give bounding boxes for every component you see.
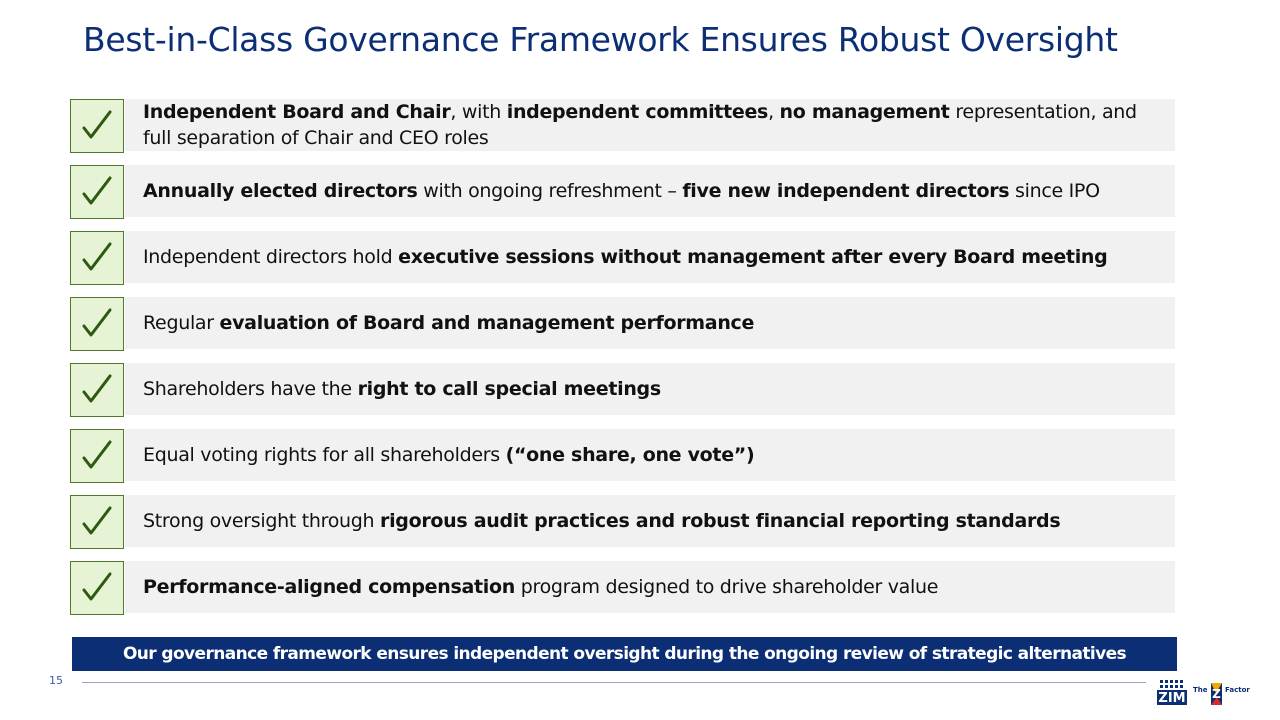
page-title: Best-in-Class Governance Framework Ensures Robust Oversight — [83, 20, 1118, 59]
item-text-regular: Strong oversight through — [143, 510, 381, 532]
svg-text:Factor: Factor — [1225, 686, 1250, 694]
item-text-bold: (“one share, one vote”) — [505, 444, 755, 466]
item-text — [143, 561, 1163, 613]
item-text-bold: no management — [779, 101, 950, 123]
item-text-regular: program designed to drive shareholder value — [514, 576, 939, 598]
item-text — [143, 495, 1163, 547]
governance-item — [70, 561, 1175, 615]
item-text-bold: Annually elected directors — [143, 180, 418, 202]
page-number: 15 — [49, 674, 63, 687]
item-text-bold: independent committees — [506, 101, 769, 123]
governance-item — [70, 99, 1175, 153]
check-mark-icon — [70, 99, 124, 153]
governance-item — [70, 297, 1175, 351]
item-text-bold: rigorous audit practices and robust financial reporting standards — [380, 510, 1061, 532]
svg-text:Z: Z — [1212, 687, 1221, 701]
item-text — [143, 99, 1163, 151]
item-text-regular: Shareholders have the — [143, 378, 358, 400]
check-mark-icon — [70, 231, 124, 285]
governance-item — [70, 363, 1175, 417]
item-text — [143, 297, 1163, 349]
item-text-regular: , — [768, 101, 780, 123]
item-text-bold: right to call special meetings — [357, 378, 661, 400]
item-text-bold: five new independent directors — [682, 180, 1010, 202]
item-text-regular: representation, and full separation of Chair and CEO roles — [143, 101, 1137, 149]
check-mark-icon — [70, 363, 124, 417]
check-mark-icon — [70, 429, 124, 483]
footer-divider — [82, 682, 1146, 683]
check-mark-icon — [70, 297, 124, 351]
item-text — [143, 165, 1163, 217]
check-mark-icon — [70, 165, 124, 219]
item-text — [143, 363, 1163, 415]
item-text-bold: evaluation of Board and management performance — [219, 312, 755, 334]
item-text-regular: Independent directors hold — [143, 246, 399, 268]
check-mark-icon — [70, 561, 124, 615]
item-text-bold: Independent Board and Chair — [143, 101, 451, 123]
item-text-regular: , with — [450, 101, 507, 123]
summary-banner: Our governance framework ensures independent oversight during the ongoing review of strategic alternatives — [72, 637, 1177, 671]
zim-logo — [1156, 679, 1260, 709]
governance-item — [70, 165, 1175, 219]
governance-item — [70, 495, 1175, 549]
item-text-regular: Regular — [143, 312, 220, 334]
check-mark-icon — [70, 495, 124, 549]
item-text-regular: since IPO — [1009, 180, 1100, 202]
item-text-regular: with ongoing refreshment – — [417, 180, 683, 202]
item-text-bold: Performance-aligned compensation — [143, 576, 515, 598]
item-text-regular: Equal voting rights for all shareholders — [143, 444, 506, 466]
governance-item — [70, 231, 1175, 285]
governance-item — [70, 429, 1175, 483]
item-text — [143, 231, 1163, 283]
svg-text:ZIM: ZIM — [1158, 691, 1186, 706]
item-text — [143, 429, 1163, 481]
svg-text:The: The — [1193, 686, 1208, 694]
item-text-bold: executive sessions without management after every Board meeting — [398, 246, 1108, 268]
